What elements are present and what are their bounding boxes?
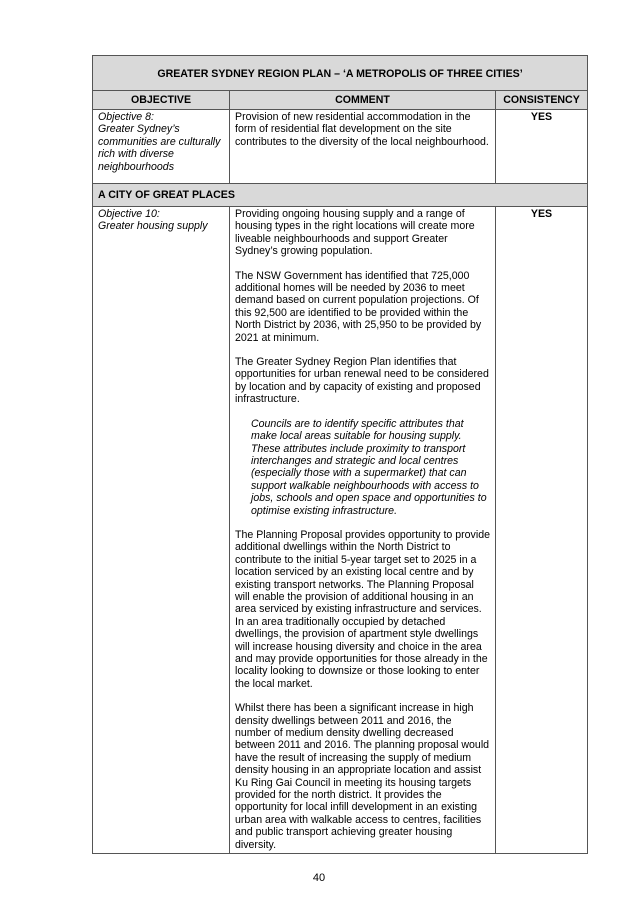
- table-title-row: [93, 56, 588, 91]
- page-number: 40: [312, 872, 326, 884]
- section-row: [93, 184, 588, 207]
- comment-cell: [230, 110, 496, 184]
- header-consistency: CONSISTENCY: [496, 91, 588, 110]
- objective-cell: [93, 110, 230, 184]
- header-comment: COMMENT: [230, 91, 496, 110]
- table-title: GREATER SYDNEY REGION PLAN – ‘A METROPOLIS OF THREE CITIES’: [93, 56, 588, 91]
- consistency-cell: YES: [496, 110, 588, 184]
- table-row: [93, 110, 588, 184]
- comment-paragraph: Whilst there has been a significant increase in high density dwellings between 2011 and 2016, the number of medium density dwelling decreased between 2011 and 2016. The planning proposal would have the result of increasing the supply of medium density housing in an appropriate location and assist Ku Ring Gai Council in meeting its housing targets provided for the north district. It provides the opportunity for local infill development in an existing urban area with walkable access to centres, facilities and public transport achieving greater housing diversity.: [235, 702, 490, 851]
- objective-cell: [93, 207, 230, 854]
- comment-paragraph: The NSW Government has identified that 725,000 additional homes will be needed by 2036 to meet demand based on current population projections. Of this 92,500 are identified to be provided within the North District by 2036, with 25,950 to be provided by 2021 at minimum.: [235, 269, 482, 344]
- header-row: [93, 91, 588, 110]
- quote-paragraph: Councils are to identify specific attributes that make local areas suitable for housing supply. These attributes include proximity to transport interchanges and strategic and local centres (especially those with a supermarket) that can support walkable neighbourhoods with access to jobs, schools and open space and opportunities to optimise existing infrastructure.: [251, 417, 487, 517]
- table-row: [93, 207, 588, 854]
- objective-line: communities are culturally: [98, 135, 221, 148]
- section-heading: A CITY OF GREAT PLACES: [93, 184, 588, 207]
- objective-line: neighbourhoods: [98, 160, 174, 173]
- objective-line: Objective 10:: [98, 208, 160, 220]
- consistency-table: [92, 55, 588, 854]
- header-objective: OBJECTIVE: [93, 91, 230, 110]
- comment-paragraph: Providing ongoing housing supply and a range of housing types in the right locations will create more liveable neighbourhoods and support Greater Sydney’s growing population.: [235, 208, 475, 258]
- objective-line: Greater Sydney’s: [98, 123, 180, 136]
- objective-line: rich with diverse: [98, 148, 174, 161]
- comment-cell: [230, 207, 496, 854]
- comment-paragraph: The Planning Proposal provides opportunity to provide additional dwellings within the North District to contribute to the initial 5-year target set to 2025 in a location serviced by an existing local centre and by existing transport networks. The Planning Proposal will enable the provision of additional housing in an area serviced by existing infrastructure and services. In an area traditionally occupied by detached dwellings, the provision of apartment style dwellings will increase housing diversity and choice in the area and may provide opportunities for those already in the locality looking to downsize or those looking to enter the local market.: [235, 528, 490, 690]
- comment-paragraph: Provision of new residential accommodation in the form of residential flat development on the site contributes to the diversity of the local neighbourhood.: [235, 111, 489, 148]
- comment-paragraph: The Greater Sydney Region Plan identifies that opportunities for urban renewal need to be considered by location and by capacity of existing and proposed infrastructure.: [235, 356, 489, 406]
- objective-line: Objective 8:: [98, 111, 154, 123]
- objective-line: Greater housing supply: [98, 220, 208, 233]
- consistency-cell: YES: [496, 207, 588, 854]
